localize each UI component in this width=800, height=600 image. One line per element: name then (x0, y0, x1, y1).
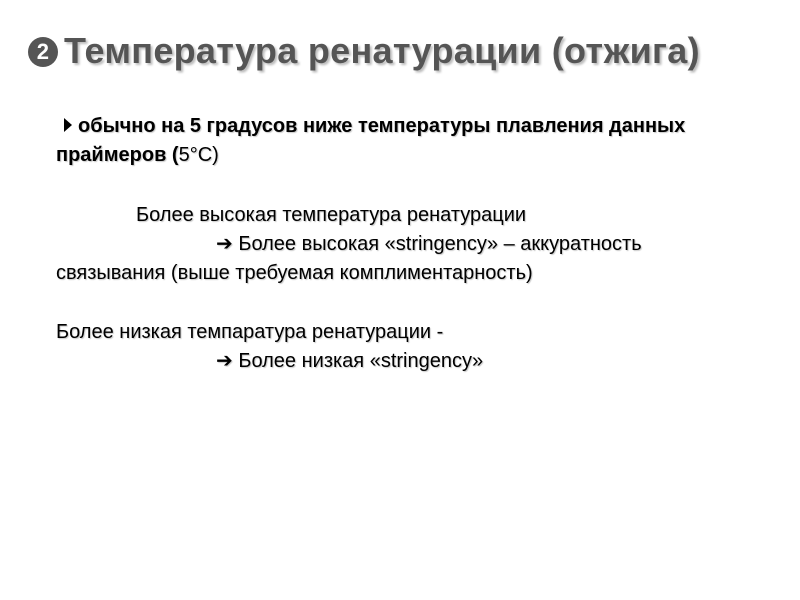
right-arrow-icon: ➔ (216, 233, 233, 255)
number-badge-icon: 2 (28, 37, 58, 67)
bullet-paragraph (56, 112, 756, 170)
lower-stringency-text: Более низкая «stringency» (232, 350, 484, 372)
higher-temperature-line: Более высокая температура ренатурации (136, 204, 527, 226)
bullet-bold-text: обычно на 5 градусов ниже температуры плавления данных праймеров ( (56, 115, 686, 166)
right-arrow-icon: ➔ (216, 350, 233, 372)
slide-title (28, 30, 788, 72)
lower-temperature-paragraph (56, 318, 756, 376)
higher-stringency-text: Более высокая «stringency» – аккуратность связывания (выше требуемая комплиментарность) (56, 233, 642, 284)
triangle-bullet-icon (64, 118, 72, 132)
title-text: Температура ренатурации (отжига) (64, 30, 700, 71)
lower-temperature-line: Более низкая темпаратура ренатурации - (56, 321, 444, 343)
bullet-light-text: 5°C) (178, 144, 219, 166)
higher-temperature-paragraph (56, 201, 756, 288)
